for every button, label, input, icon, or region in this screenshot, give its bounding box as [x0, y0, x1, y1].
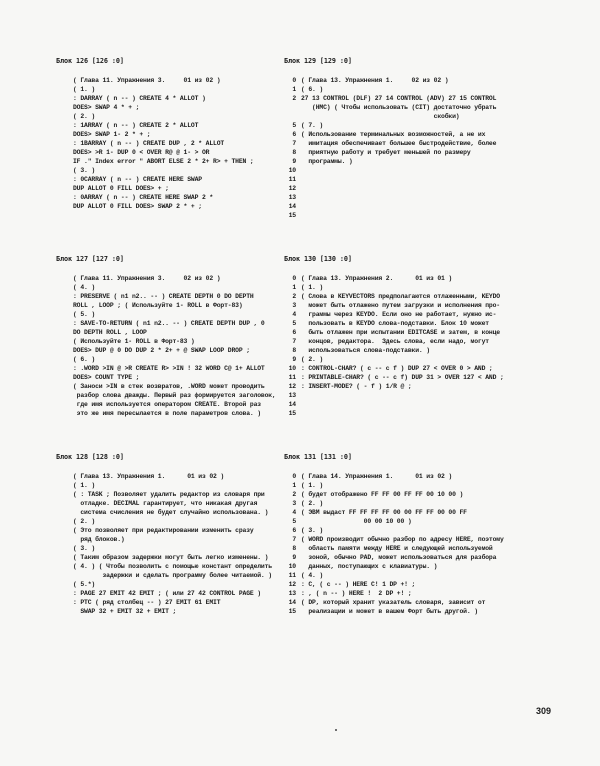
code-line	[56, 535, 272, 544]
code-line	[284, 310, 504, 319]
line-number: 3	[292, 500, 296, 507]
code-line	[56, 562, 272, 571]
line-text: ( 1. )	[73, 86, 96, 93]
line-text: ( Использование терминальных возможностей, а не их	[301, 131, 486, 138]
code-line	[284, 544, 504, 553]
line-text: пользовать в KEYDO слова-подставки. Блок 10 может	[301, 320, 489, 327]
code-line	[284, 526, 504, 535]
code-line	[56, 157, 254, 166]
line-number: 2	[292, 95, 296, 102]
line-text: ( Таким образом задержки могут быть легко изменены. )	[73, 554, 269, 561]
code-line	[284, 175, 496, 184]
line-text: система счисления не будет случайно использована. )	[73, 509, 269, 516]
line-number: 7	[292, 338, 296, 345]
block-header: Блок 131 [131 :0]	[284, 453, 352, 461]
line-number: 5	[292, 122, 296, 129]
line-text: DOES> SWAP 4 * + ;	[73, 104, 140, 111]
line-text: IF ." Index error " ABORT ELSE 2 * 2+ R> + THEN ;	[73, 158, 254, 165]
line-text: отладке. DECIMAL гарантирует, что никакая другая	[73, 500, 258, 507]
code-line	[56, 373, 276, 382]
line-number: 12	[288, 383, 296, 390]
line-number: 9	[292, 356, 296, 363]
code-line	[56, 148, 254, 157]
line-text: использоваться слова-подставки. )	[301, 347, 430, 354]
line-text: ( Глава 13. Упражнения 1. 01 из 02 )	[73, 473, 225, 480]
line-text: : PAGE 27 EMIT 42 EMIT ; ( или 27 42 CONTROL PAGE )	[73, 590, 261, 597]
line-number: 15	[288, 410, 296, 417]
line-text: может быть отлажено путем загрузки и исполнения про-	[301, 302, 500, 309]
line-text: DO DEPTH ROLL , LOOP	[73, 329, 147, 336]
line-number: 10	[288, 563, 296, 570]
line-text: ( WORD производит обычно разбор по адресу HERE, поэтому	[301, 536, 504, 543]
code-line	[284, 409, 504, 418]
line-text: это же имя пересылается в поле параметров слова. )	[73, 410, 261, 417]
line-text: зоной, обычно PAD, может использоваться для разбора	[301, 554, 497, 561]
code-line	[284, 202, 496, 211]
line-text: ( 4. )	[301, 572, 324, 579]
code-line	[56, 175, 254, 184]
code-line	[56, 274, 276, 283]
code-line	[56, 355, 276, 364]
line-text: DOES> COUNT TYPE ;	[73, 374, 140, 381]
line-text: ( 2. )	[301, 356, 324, 363]
line-text: : C, ( c -- ) HERE C! 1 DP +! ;	[301, 581, 416, 588]
code-line	[56, 499, 272, 508]
code-line	[56, 553, 272, 562]
code-line	[284, 265, 504, 274]
line-text: имитация обеспечивает большее быстродействие, более	[301, 140, 497, 147]
line-text: разбор слова дважды. Первый раз формируется заголовок,	[73, 392, 276, 399]
code-line	[56, 130, 254, 139]
code-line	[56, 166, 254, 175]
line-number: 0	[292, 473, 296, 480]
code-line	[56, 607, 272, 616]
code-line	[56, 85, 254, 94]
code-line	[56, 463, 272, 472]
block-header: Блок 129 [129 :0]	[284, 57, 352, 65]
code-line	[56, 76, 254, 85]
code-line	[284, 139, 496, 148]
line-text: ( 2. )	[73, 113, 96, 120]
line-text: ( Глава 11. Упражнения 3. 02 из 02 )	[73, 275, 221, 282]
line-text: ( 4. ) ( Чтобы позволить с помощью констант определить	[73, 563, 272, 570]
block-body	[56, 67, 254, 211]
line-number: 8	[292, 545, 296, 552]
page-number: 309	[536, 706, 552, 716]
line-text: : PRESERVE ( n1 n2.. -- ) CREATE DEPTH 0 DO DEPTH	[73, 293, 254, 300]
line-text: ( 6. )	[73, 356, 96, 363]
line-text: SWAP 32 + EMIT 32 + EMIT ;	[73, 608, 177, 615]
line-text: (HMC) ( Чтобы использовать (CIT) достаточно убрать	[301, 104, 497, 111]
line-text: быть отлажен при испытании EDITCASE и затем, в конце	[301, 329, 500, 336]
code-line	[284, 211, 496, 220]
code-line	[56, 391, 276, 400]
code-line	[284, 121, 496, 130]
line-number: 1	[292, 482, 296, 489]
line-text: DUP ALLOT 0 FILL DOES> SWAP 2 * + ;	[73, 203, 202, 210]
code-line	[284, 391, 504, 400]
block-129	[284, 56, 496, 220]
code-line	[284, 346, 504, 355]
line-text: : 0ARRAY ( n -- ) CREATE HERE SWAP 2 *	[73, 194, 214, 201]
code-line	[56, 580, 272, 589]
line-number: 4	[292, 311, 296, 318]
line-text: программы. )	[301, 158, 353, 165]
line-number: 5	[292, 518, 296, 525]
block-body	[56, 265, 276, 418]
code-line	[284, 76, 496, 85]
code-line	[56, 508, 272, 517]
code-line	[284, 157, 496, 166]
code-line	[284, 373, 504, 382]
block-header: Блок 126 [126 :0]	[56, 57, 124, 65]
line-text: ( 1. )	[73, 482, 96, 489]
line-text: ( 1. )	[301, 284, 324, 291]
line-text: граммы через KEYDO. Если оно не работает, нужно ис-	[301, 311, 497, 318]
code-line	[56, 193, 254, 202]
code-line	[56, 337, 276, 346]
code-line	[56, 589, 272, 598]
line-text: : , ( n -- ) HERE ! 2 DP +! ;	[301, 590, 412, 597]
line-number: 1	[292, 284, 296, 291]
code-line	[56, 310, 276, 319]
line-text: ( 6. )	[301, 86, 324, 93]
line-text: приятную работу и требует меньшей по размеру	[301, 149, 471, 156]
code-line	[56, 409, 276, 418]
code-line	[56, 202, 254, 211]
line-number: 10	[288, 365, 296, 372]
line-number: 15	[288, 212, 296, 219]
line-text: ( 2. )	[73, 518, 96, 525]
print-speck	[335, 729, 337, 731]
line-text: ( будет отображено FF FF 00 FF FF 00 10 00 )	[301, 491, 464, 498]
line-number: 13	[288, 194, 296, 201]
code-line	[56, 526, 272, 535]
line-text: : INSERT-MODE? ( - f ) 1/R @ ;	[301, 383, 412, 390]
line-number: 13	[288, 590, 296, 597]
line-text: : 0CARRAY ( n -- ) CREATE HERE SWAP	[73, 176, 202, 183]
line-text: ( 5. )	[73, 311, 96, 318]
code-line	[284, 364, 504, 373]
line-number: 5	[292, 320, 296, 327]
code-line	[284, 535, 504, 544]
line-text: ( 3. )	[73, 545, 96, 552]
line-number: 14	[288, 599, 296, 606]
code-line	[284, 193, 496, 202]
code-line	[284, 319, 504, 328]
line-text: 27 13 CONTROL (DLF) 27 14 CONTROL (ADV) 27 15 CONTROL	[301, 95, 497, 102]
code-line	[56, 184, 254, 193]
line-text: ряд блоков.)	[73, 536, 125, 543]
line-text: : .WORD >IN @ >R CREATE R> >IN ! 32 WORD C@ 1+ ALLOT	[73, 365, 265, 372]
line-text: скобки)	[301, 113, 460, 120]
line-text: DOES> DUP @ 0 DO DUP 2 * 2+ + @ SWAP LOOP DROP ;	[73, 347, 250, 354]
line-text: : DARRAY ( n -- ) CREATE 4 * ALLOT )	[73, 95, 206, 102]
code-line	[284, 490, 504, 499]
code-line	[56, 265, 276, 274]
code-line	[56, 481, 272, 490]
code-line	[284, 607, 504, 616]
line-text: ROLL , LOOP ; ( Используйте 1- ROLL в Форт-83)	[73, 302, 243, 309]
code-line	[56, 301, 276, 310]
code-line	[56, 94, 254, 103]
code-line	[284, 274, 504, 283]
block-header: Блок 130 [130 :0]	[284, 255, 352, 263]
line-number: 8	[292, 347, 296, 354]
code-line	[284, 517, 504, 526]
code-line	[284, 553, 504, 562]
line-text: : 1BARRAY ( n -- ) CREATE DUP , 2 * ALLOT	[73, 140, 225, 147]
code-line	[284, 85, 496, 94]
line-text: ( Глава 13. Упражнения 1. 02 из 02 )	[301, 77, 449, 84]
block-body	[284, 265, 504, 418]
code-line	[284, 283, 504, 292]
line-number: 8	[292, 149, 296, 156]
block-header: Блок 127 [127 :0]	[56, 255, 124, 263]
code-line	[284, 103, 496, 112]
code-line	[284, 130, 496, 139]
line-number: 0	[292, 275, 296, 282]
code-line	[56, 517, 272, 526]
line-number: 14	[288, 203, 296, 210]
line-text: : PRINTABLE-CHAR? ( c -- c f) DUP 31 > OVER 127 < AND ;	[301, 374, 504, 381]
code-line	[284, 481, 504, 490]
line-number: 4	[292, 509, 296, 516]
line-text: данных, поступающих с клавиатуры. )	[301, 563, 438, 570]
line-number: 14	[288, 401, 296, 408]
block-body	[284, 67, 496, 220]
line-number: 10	[288, 167, 296, 174]
code-line	[284, 571, 504, 580]
line-number: 12	[288, 185, 296, 192]
code-line	[284, 337, 504, 346]
line-number: 11	[288, 374, 296, 381]
code-line	[284, 508, 504, 517]
code-line	[284, 328, 504, 337]
code-line	[284, 580, 504, 589]
line-text: ( DP, который хранит указатель словаря, зависит от	[301, 599, 486, 606]
line-text: : CONTROL-CHAR? ( c -- c f ) DUP 27 < OVER 0 > AND ;	[301, 365, 493, 372]
code-line	[56, 382, 276, 391]
line-number: 3	[292, 302, 296, 309]
line-number: 11	[288, 176, 296, 183]
code-line	[56, 346, 276, 355]
line-text: ( ЭВМ выдаст FF FF FF FF 00 00 FF FF 00 00 FF	[301, 509, 467, 516]
code-line	[284, 184, 496, 193]
code-line	[56, 598, 272, 607]
line-number: 0	[292, 77, 296, 84]
line-number: 2	[292, 293, 296, 300]
line-number: 2	[292, 491, 296, 498]
line-number: 13	[288, 392, 296, 399]
line-text: DOES> SWAP 1- 2 * + ;	[73, 131, 151, 138]
block-header: Блок 128 [128 :0]	[56, 453, 124, 461]
code-line	[56, 112, 254, 121]
code-line	[284, 292, 504, 301]
code-line	[56, 490, 272, 499]
line-text: ( Это позволяет при редактировании изменить сразу	[73, 527, 254, 534]
line-number: 6	[292, 527, 296, 534]
code-line	[284, 400, 504, 409]
code-line	[284, 355, 504, 364]
code-line	[56, 67, 254, 76]
block-130	[284, 254, 504, 418]
line-number: 12	[288, 581, 296, 588]
block-127	[56, 254, 276, 418]
code-line	[284, 382, 504, 391]
line-number: 9	[292, 158, 296, 165]
line-text: ( 3. )	[73, 167, 96, 174]
line-number: 6	[292, 329, 296, 336]
code-line	[56, 103, 254, 112]
code-line	[56, 328, 276, 337]
line-text: ( Глава 14. Упражнения 1. 01 из 02 )	[301, 473, 453, 480]
line-text: реализации и может в вашем Форт быть другой. )	[301, 608, 478, 615]
code-line	[56, 571, 272, 580]
line-number: 6	[292, 131, 296, 138]
block-126	[56, 56, 254, 211]
code-line	[56, 400, 276, 409]
code-line	[284, 67, 496, 76]
code-line	[56, 544, 272, 553]
line-text: : SAVE-TO-RETURN ( n1 n2.. -- ) CREATE DEPTH DUP , 0	[73, 320, 265, 327]
line-text: 00 00 10 00 )	[301, 518, 412, 525]
line-text: ( 2. )	[301, 500, 324, 507]
line-number: 7	[292, 536, 296, 543]
block-128	[56, 452, 272, 616]
code-line	[56, 139, 254, 148]
line-text: ( : TASK ; Позволяет удалить редактор из словаря при	[73, 491, 265, 498]
code-line	[284, 598, 504, 607]
line-text: где имя используется оператором CREATE. Второй раз	[73, 401, 261, 408]
line-text: DUP ALLOT 0 FILL DOES> + ;	[73, 185, 169, 192]
line-text: ( Слова в KEYVECTORS предполагаются отлаженными, KEYDO	[301, 293, 500, 300]
line-text: область памяти между HERE и следующей используемой	[301, 545, 493, 552]
code-line	[284, 148, 496, 157]
line-text: ( Глава 13. Упражнения 2. 01 из 01 )	[301, 275, 453, 282]
code-line	[284, 499, 504, 508]
line-text: ( Заноси >IN в стек возвратов, .WORD может проводить	[73, 383, 265, 390]
line-text: : PTC ( ряд столбец -- ) 27 EMIT 61 EMIT	[73, 599, 221, 606]
line-text: концов, редактора. Здесь слова, если надо, могут	[301, 338, 489, 345]
block-body	[284, 463, 504, 616]
line-text: ( 5.*)	[73, 581, 96, 588]
line-text: ( 4. )	[73, 284, 96, 291]
code-line	[284, 301, 504, 310]
block-body	[56, 463, 272, 616]
line-text: DOES> >R 1- DUP 0 < OVER R@ @ 1- > OR	[73, 149, 210, 156]
line-number: 1	[292, 86, 296, 93]
line-number: 9	[292, 554, 296, 561]
code-line	[56, 364, 276, 373]
code-line	[284, 589, 504, 598]
code-line	[56, 472, 272, 481]
code-line	[284, 472, 504, 481]
line-text: ( Глава 11. Упражнения 3. 01 из 02 )	[73, 77, 221, 84]
code-line	[284, 562, 504, 571]
line-number: 15	[288, 608, 296, 615]
line-text: : 1ARRAY ( n -- ) CREATE 2 * ALLOT	[73, 122, 199, 129]
code-line	[284, 94, 496, 103]
code-line	[284, 463, 504, 472]
code-line	[56, 319, 276, 328]
block-131	[284, 452, 504, 616]
line-number: 7	[292, 140, 296, 147]
code-line	[56, 121, 254, 130]
code-line	[56, 292, 276, 301]
line-text: ( 1. )	[301, 482, 324, 489]
line-number: 11	[288, 572, 296, 579]
line-text: задержки и сделать программу более читаемой. )	[73, 572, 272, 579]
code-line	[56, 283, 276, 292]
code-line	[284, 112, 496, 121]
line-text: ( 3. )	[301, 527, 324, 534]
line-text: ( 7. )	[301, 122, 324, 129]
line-text: ( Используйте 1- ROLL в Форт-83 )	[73, 338, 195, 345]
code-line	[284, 166, 496, 175]
